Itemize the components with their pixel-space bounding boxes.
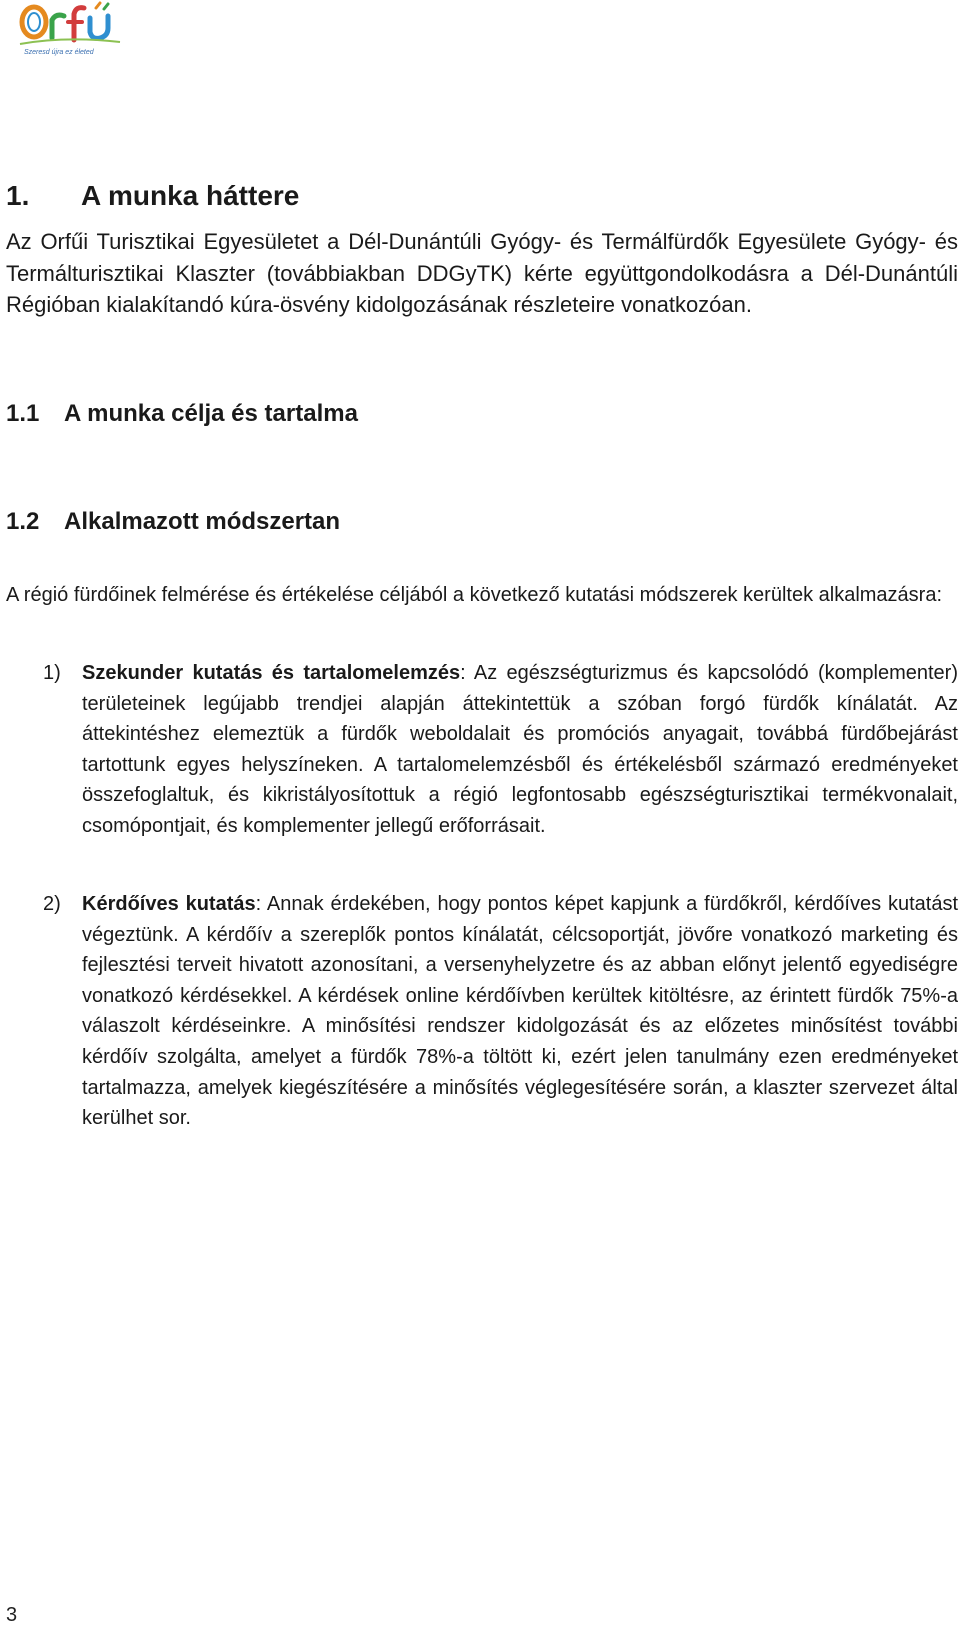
list-item-text: : Annak érdekében, hogy pontos képet kapjunk a fürdőkről, kérdőíves kutatást végeztünk. A kérdőív a szereplők pontos kínálatát, célcsoportját, jövőre vonatkozó marketing és fejlesztési terveit hivatott azonosítani, a versenyhelyzetre és az abban előnyt jelentő egyediségre vonatkozó kérdésekkel. A kérdések online kérdőívben kerültek kitöltésre, az érintett fürdők 75%-a válaszolt kérdéseinkre. A minősítési rendszer kidolgozását és az előzetes minősítést további kérdőív szolgálta, amelyet a fürdők 78%-a töltött ki, ezért jelen tanulmány ezen eredményeket tartalmazza, amelyek kiegészítésére a minősítés véglegesítésére során, a klaszter szervezet által kerülhet sor.	[82, 893, 959, 1130]
page-number: 3	[6, 1604, 18, 1626]
list-marker: 2)	[43, 893, 61, 915]
list-item-lead: Szekunder kutatás és tartalomelemzés	[82, 662, 461, 684]
section-heading-1-2	[6, 508, 340, 536]
section-heading-1	[6, 180, 299, 212]
heading-title: Alkalmazott módszertan	[64, 508, 341, 535]
methods-list	[6, 658, 958, 842]
list-item	[6, 889, 958, 1134]
heading-number: 1.1	[6, 400, 40, 427]
heading-number: 1.2	[6, 508, 40, 535]
list-marker: 1)	[43, 662, 61, 684]
section-heading-1-1	[6, 400, 358, 428]
logo-tagline: Szeresd újra ez életed	[24, 49, 94, 56]
heading-title: A munka háttere	[81, 180, 300, 211]
list-item-lead: Kérdőíves kutatás	[82, 893, 256, 915]
list-item-text: : Az egészségturizmus és kapcsolódó (komplementer) területeinek legújabb trendjei alapján áttekintettük a szóban forgó fürdők kínálatát. Az áttekintéshez elemeztük a fürdők weboldalait és promóciós anyagait, továbbá fürdőbejárást tartottunk egyes helyszíneken. A tartalomelemzésből és értékelésből származó eredményeket összefoglaltuk, és kikristályosítottuk a régió legfontosabb egészségturisztikai termékvonalait, csomópontjait, és komplementer jellegű erőforrásait.	[82, 662, 958, 837]
paragraph-methods-intro: A régió fürdőinek felmérése és értékelése céljából a következő kutatási módszerek kerültek alkalmazásra:	[6, 584, 943, 606]
heading-number: 1.	[6, 180, 30, 211]
list-item	[6, 658, 958, 842]
methods-list-second	[6, 889, 958, 1134]
heading-title: A munka célja és tartalma	[64, 400, 358, 427]
paragraph-background: Az Orfűi Turisztikai Egyesületet a Dél-Dunántúli Gyógy- és Termálfürdők Egyesülete Gyógy- és Termálturisztikai Klaszter (továbbiakban DDGyTK) kérte együttgondolkodásra a Dél-Dunántúli Régióban kialakítandó kúra-ösvény kidolgozásának részleteire vonatkozóan.	[6, 229, 958, 317]
orfu-logo-icon	[16, 0, 126, 58]
